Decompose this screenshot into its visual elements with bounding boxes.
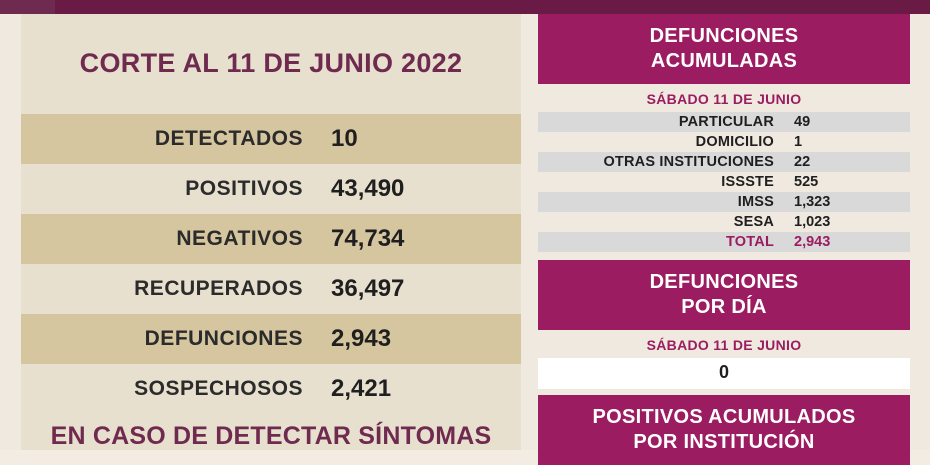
positives-by-institution-title-line1: POSITIVOS ACUMULADOS [592, 406, 856, 428]
row-label: ISSSTE [721, 174, 774, 190]
table-row [538, 112, 910, 132]
deaths-per-day-header [538, 260, 910, 330]
table-row [538, 172, 910, 192]
spacer [538, 252, 910, 260]
page-title: CORTE AL 11 DE JUNIO 2022 [79, 48, 463, 78]
deaths-accumulated-title-line1: DEFUNCIONES [649, 25, 799, 47]
deaths-accumulated-subhead: SÁBADO 11 DE JUNIO [646, 91, 802, 107]
row-value: 1,323 [794, 194, 831, 210]
row-value: 43,490 [331, 175, 405, 202]
row-label: IMSS [737, 194, 774, 210]
table-row [21, 314, 521, 364]
table-row [538, 152, 910, 172]
row-value: 2,943 [331, 325, 392, 352]
row-label: TOTAL [726, 234, 774, 250]
deaths-per-day-title-line1: DEFUNCIONES [649, 271, 799, 293]
deaths-accumulated-title-line2: ACUMULADAS [650, 50, 798, 72]
table-row [21, 164, 521, 214]
row-label: PARTICULAR [678, 114, 774, 130]
table-row [538, 132, 910, 152]
row-label: DETECTADOS [154, 127, 303, 150]
row-value: 525 [794, 174, 819, 190]
summary-table [21, 114, 521, 414]
table-row [538, 192, 910, 212]
row-label: NEGATIVOS [176, 227, 303, 250]
row-value: 2,943 [794, 234, 831, 250]
deaths-per-day-title-line2: POR DÍA [681, 296, 767, 318]
row-label: DEFUNCIONES [144, 327, 303, 350]
table-row [538, 212, 910, 232]
deaths-per-day-value: 0 [538, 358, 910, 389]
row-label: SESA [733, 214, 774, 230]
deaths-per-day-subhead: SÁBADO 11 DE JUNIO [646, 337, 802, 353]
row-label: SOSPECHOSOS [134, 377, 303, 400]
row-value: 49 [794, 114, 811, 130]
positives-by-institution-header [538, 395, 910, 465]
row-value: 1,023 [794, 214, 831, 230]
row-label: RECUPERADOS [134, 277, 303, 300]
row-value: 10 [331, 125, 358, 152]
right-column [538, 14, 910, 465]
row-value: 22 [794, 154, 811, 170]
table-row-total [538, 232, 910, 252]
symptoms-footer-text: EN CASO DE DETECTAR SÍNTOMAS [50, 422, 492, 450]
table-row [21, 114, 521, 164]
summary-panel [21, 14, 521, 450]
row-label: POSITIVOS [185, 177, 303, 200]
table-row [21, 264, 521, 314]
top-purple-bar-inner [55, 0, 930, 14]
table-row [21, 364, 521, 414]
deaths-accumulated-header [538, 14, 910, 84]
row-label: OTRAS INSTITUCIONES [603, 154, 774, 170]
row-label: DOMICILIO [695, 134, 774, 150]
deaths-accumulated-table [538, 112, 910, 252]
positives-by-institution-title-line2: POR INSTITUCIÓN [633, 431, 815, 453]
row-value: 1 [794, 134, 803, 150]
row-value: 2,421 [331, 375, 392, 402]
row-value: 74,734 [331, 225, 405, 252]
row-value: 36,497 [331, 275, 405, 302]
top-purple-bar [0, 0, 930, 14]
table-row [21, 214, 521, 264]
